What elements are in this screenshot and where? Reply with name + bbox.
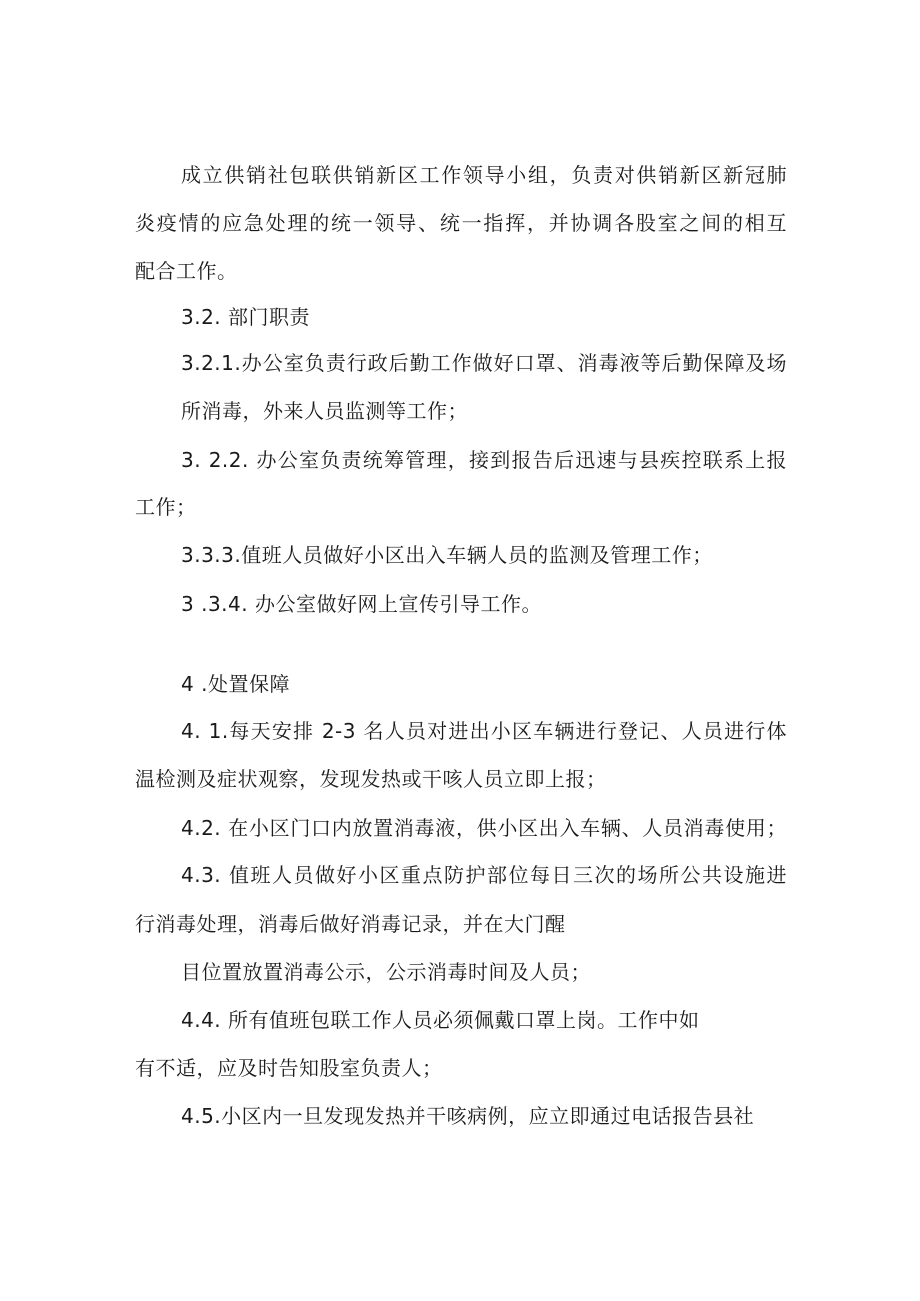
paragraph-line: 所消毒，外来人员监测等工作；	[181, 399, 468, 423]
paragraph-line: 目位置放置消毒公示，公示消毒时间及人员；	[181, 960, 591, 984]
paragraph-line: 4.3. 值班人员做好小区重点防护部位每日三次的场所公共设施进	[181, 863, 787, 887]
paragraph-line: 3.3.3.值班人员做好小区出入车辆人员的监测及管理工作；	[181, 543, 713, 567]
paragraph-line: 工作；	[135, 495, 197, 519]
section-heading: 4 .处置保障	[181, 672, 290, 696]
paragraph-line: 4.2. 在小区门口内放置消毒液，供小区出入车辆、人员消毒使用；	[181, 816, 787, 840]
paragraph-line: 3.2.1.办公室负责行政后勤工作做好口罩、消毒液等后勤保障及场	[181, 351, 787, 375]
paragraph-line: 有不适，应及时告知股室负责人；	[135, 1056, 443, 1080]
paragraph-line: 3 .3.4. 办公室做好网上宣传引导工作。	[181, 592, 542, 616]
paragraph-line: 炎疫情的应急处理的统一领导、统一指挥，并协调各股室之间的相互	[135, 211, 787, 235]
paragraph-line: 4.4. 所有值班包联工作人员必须佩戴口罩上岗。工作中如	[181, 1008, 700, 1032]
paragraph-line: 配合工作。	[135, 259, 238, 283]
paragraph-line: 4. 1.每天安排 2-3 名人员对进出小区车辆进行登记、人员进行体	[181, 719, 787, 743]
paragraph-line: 成立供销社包联供销新区工作领导小组，负责对供销新区新冠肺	[181, 163, 787, 187]
paragraph-line: 温检测及症状观察，发现发热或干咳人员立即上报；	[135, 767, 607, 791]
paragraph-line: 4.5.小区内一旦发现发热并干咳病例，应立即通过电话报告县社	[181, 1104, 755, 1128]
paragraph-line: 行消毒处理，消毒后做好消毒记录，并在大门醒	[135, 912, 566, 936]
section-heading: 3.2. 部门职责	[181, 305, 311, 329]
paragraph-line: 3. 2.2. 办公室负责统筹管理，接到报告后迅速与县疾控联系上报	[181, 448, 787, 472]
